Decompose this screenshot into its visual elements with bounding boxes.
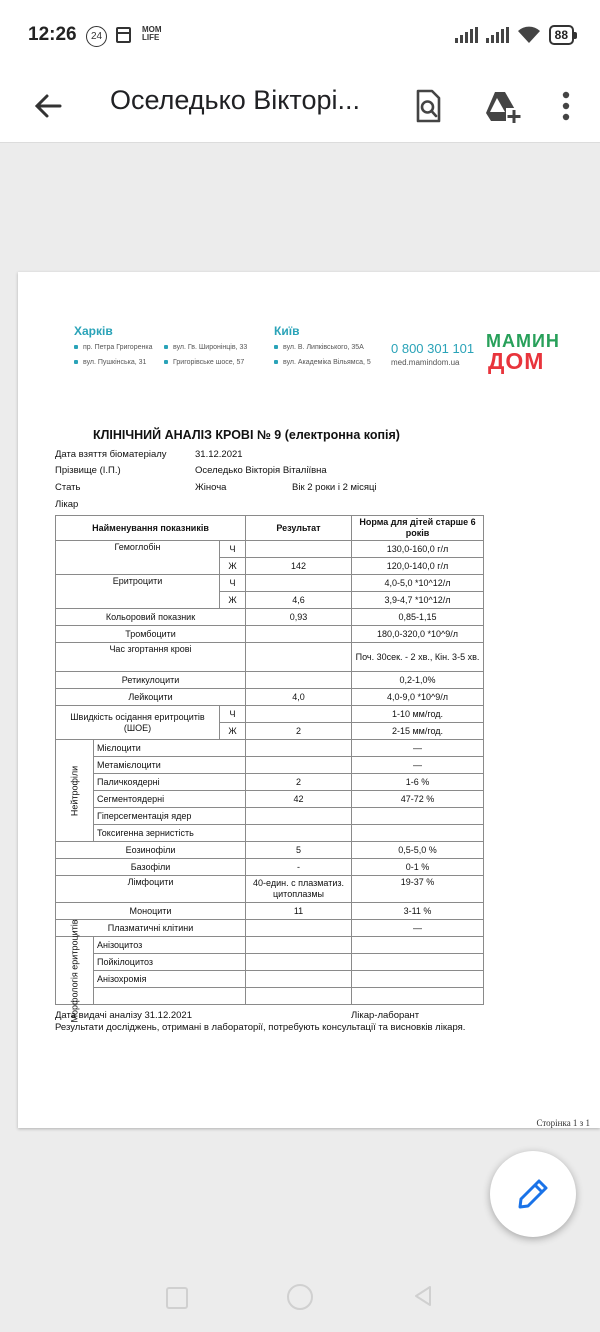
header-name: Найменування показників [56,516,246,541]
row-label: Анізохромія [94,971,246,988]
patient-name-label: Прізвище (І.П.) [55,465,121,476]
row-label: Еозинофіли [56,842,246,859]
row-label: Паличкоядерні [94,774,246,791]
result-cell [246,971,352,988]
signal-icon [455,27,478,43]
address: вул. В. Липківського, 35А [274,344,364,351]
sex-cell: Ж [220,558,246,575]
table-row [56,791,484,808]
patient-name-value: Оселедько Вікторія Віталіївна [195,465,327,476]
norm-cell: 47-72 % [352,791,484,808]
table-row [56,903,484,920]
result-cell [246,937,352,954]
age-value: Вік 2 роки і 2 місяці [292,482,377,493]
result-cell: 5 [246,842,352,859]
result-cell: 4,0 [246,689,352,706]
result-cell: 11 [246,903,352,920]
header-result: Результат [246,516,352,541]
back-arrow-icon[interactable] [28,86,68,126]
norm-cell [352,808,484,825]
edit-button[interactable] [490,1151,576,1237]
address: вул. Академіка Вільямса, 5 [274,359,371,366]
row-label: Пойкілоцитоз [94,954,246,971]
result-cell [246,954,352,971]
norm-cell: 4,0-9,0 *10^9/л [352,689,484,706]
row-label: Швидкість осідання еритроцитів (ШОЕ) [56,706,220,740]
row-label: Гемоглобін [56,541,220,575]
norm-cell: 0,85-1,15 [352,609,484,626]
lab-doctor-label: Лікар-лаборант [351,1010,420,1021]
table-row [56,988,484,1005]
result-cell [246,740,352,757]
city-kharkiv: Харків [74,324,113,338]
sex-cell: Ж [220,723,246,740]
table-row [56,971,484,988]
signal-icon-2 [486,27,509,43]
mamin-dom-logo: МАМИН ДОМ [486,331,560,374]
result-cell: 42 [246,791,352,808]
disclaimer-note: Результати досліджень, отримані в лабораторії, потребують консультації та висновків лікаря. [55,1022,466,1033]
norm-cell: Поч. 30сек. - 2 хв., Кін. 3-5 хв. [352,643,484,672]
back-nav-icon[interactable] [412,1285,434,1307]
row-label: Еритроцити [56,575,220,609]
calendar-icon [116,27,131,43]
norm-cell: 3-11 % [352,903,484,920]
address: пр. Петра Григоренка [74,344,152,351]
result-cell: 2 [246,723,352,740]
sex-cell: Ч [220,706,246,723]
sex-cell: Ж [220,592,246,609]
row-label: Лейкоцити [56,689,246,706]
wifi-icon [517,26,541,44]
sex-value: Жіноча [195,482,227,493]
row-label: Токсигенна зернистість [94,825,246,842]
system-icons [455,24,574,46]
row-label: Гіперсегментація ядер [94,808,246,825]
norm-cell: 0,5-5,0 % [352,842,484,859]
result-cell [246,626,352,643]
result-cell [246,672,352,689]
sex-cell: Ч [220,575,246,592]
norm-cell: 0-1 % [352,859,484,876]
result-cell [246,988,352,1005]
more-options-icon[interactable] [546,86,586,126]
table-header-row [56,516,484,541]
table-row [56,842,484,859]
battery-icon: 88 [549,25,574,45]
row-label: Плазматичні клітини [56,920,246,937]
morphology-group-label: Морфологія еритроцитів [56,937,94,1005]
notification-count-icon: 24 [86,26,107,47]
norm-cell: 120,0-140,0 г/л [352,558,484,575]
norm-cell: — [352,740,484,757]
table-row [56,757,484,774]
sample-date-value: 31.12.2021 [195,449,243,460]
website: med.mamindom.ua [391,358,460,367]
table-row [56,643,484,672]
pencil-icon [490,1151,576,1237]
result-cell [246,643,352,672]
row-label: Моноцити [56,903,246,920]
norm-cell: — [352,920,484,937]
norm-cell [352,988,484,1005]
sex-cell: Ч [220,541,246,558]
row-label: Мієлоцити [94,740,246,757]
result-cell [246,757,352,774]
result-cell [246,808,352,825]
system-nav-bar [0,1262,600,1332]
phone-number: 0 800 301 101 [391,341,475,356]
issue-date: Дата видачі аналізу 31.12.2021 [55,1010,192,1021]
row-label: Кольоровий показник [56,609,246,626]
norm-cell: 1-10 мм/год. [352,706,484,723]
result-cell [246,920,352,937]
home-button[interactable] [287,1284,313,1310]
table-row [56,689,484,706]
row-label: Час згортання крові [56,643,246,672]
result-cell [246,575,352,592]
result-cell: 2 [246,774,352,791]
header-norm: Норма для дітей старше 6 років [352,516,484,541]
row-label: Лімфоцити [56,876,246,903]
table-row [56,575,484,592]
result-cell: 0,93 [246,609,352,626]
norm-cell [352,825,484,842]
document-title: Оселедько Вікторі... [110,85,360,115]
page-number: Сторінка 1 з 1 [536,1118,590,1128]
table-row [56,626,484,643]
table-row [56,808,484,825]
status-bar [0,0,600,70]
address: вул. Пушкінська, 31 [74,359,146,366]
result-cell: 4,6 [246,592,352,609]
table-row [56,859,484,876]
recents-button[interactable] [166,1287,188,1309]
norm-cell [352,971,484,988]
address: вул. Гв. Широнінців, 33 [164,344,247,351]
table-row [56,609,484,626]
norm-cell: 0,2-1,0% [352,672,484,689]
analysis-title: КЛІНІЧНИЙ АНАЛІЗ КРОВІ № 9 (електронна копія) [93,428,400,442]
doctor-label: Лікар [55,499,79,510]
norm-cell: 130,0-160,0 г/л [352,541,484,558]
row-label: Метамієлоцити [94,757,246,774]
result-cell [246,825,352,842]
table-row [56,774,484,791]
row-label: Базофіли [56,859,246,876]
momlife-app-icon: MOM LIFE [142,25,162,42]
table-row [56,706,484,723]
norm-cell: — [352,757,484,774]
row-label: Анізоцитоз [94,937,246,954]
table-row [56,920,484,937]
result-cell: 142 [246,558,352,575]
app-bar [0,70,600,143]
norm-cell [352,937,484,954]
pdf-page [18,272,600,1128]
result-cell: 40-един. с плазматиз. цитоплазмы [246,876,352,903]
table-row [56,672,484,689]
norm-cell: 1-6 % [352,774,484,791]
norm-cell: 2-15 мм/год. [352,723,484,740]
norm-cell: 180,0-320,0 *10^9/л [352,626,484,643]
result-cell: - [246,859,352,876]
row-label: Ретикулоцити [56,672,246,689]
row-label [94,988,246,1005]
clock: 12:26 [28,24,77,45]
row-label: Тромбоцити [56,626,246,643]
table-row [56,876,484,903]
norm-cell: 4,0-5,0 *10^12/л [352,575,484,592]
add-to-drive-icon[interactable] [482,86,522,126]
city-kyiv: Київ [274,324,300,338]
table-row [56,825,484,842]
norm-cell: 19-37 % [352,876,484,903]
sex-label: Стать [55,482,81,493]
table-row [56,937,484,954]
neutrophils-group-label: Нейтрофіли [56,740,94,842]
row-label: Сегментоядерні [94,791,246,808]
address: Григорівське шосе, 57 [164,359,244,366]
norm-cell [352,954,484,971]
find-in-page-icon[interactable] [408,86,448,126]
result-cell [246,541,352,558]
table-row [56,740,484,757]
sample-date-label: Дата взяття біоматеріалу [55,449,167,460]
norm-cell: 3,9-4,7 *10^12/л [352,592,484,609]
result-cell [246,706,352,723]
table-row [56,541,484,558]
table-row [56,954,484,971]
